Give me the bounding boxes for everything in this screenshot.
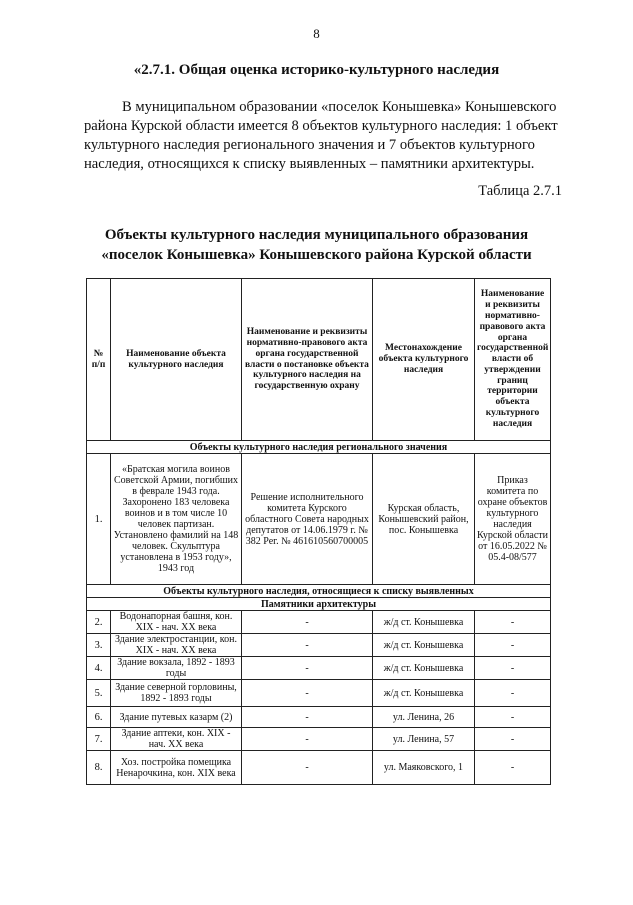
- header-number: № п/п: [87, 279, 111, 441]
- cell-location: ж/д ст. Конышевка: [373, 657, 475, 680]
- table-row: [87, 657, 551, 680]
- cell-location: ул. Маяковского, 1: [373, 751, 475, 785]
- cell-protection-act: -: [242, 611, 373, 634]
- cell-boundaries-act: -: [475, 611, 551, 634]
- heritage-table: [86, 278, 551, 785]
- intro-line: В муниципальном образовании «поселок Конышевка» Конышевского: [122, 99, 557, 115]
- cell-location: ж/д ст. Конышевка: [373, 680, 475, 707]
- cell-protection-act: -: [242, 751, 373, 785]
- table-row: [87, 728, 551, 751]
- intro-line: культурного наследия регионального значения и 7 объектов культурного: [84, 137, 535, 153]
- table-header-row: [87, 279, 551, 441]
- table-caption: Таблица 2.7.1: [478, 183, 562, 199]
- section-identified: Объекты культурного наследия, относящиеся к списку выявленных: [87, 585, 551, 598]
- cell-boundaries-act: -: [475, 728, 551, 751]
- cell-protection-act: -: [242, 634, 373, 657]
- cell-object-name: Здание вокзала, 1892 - 1893 годы: [111, 657, 242, 680]
- header-object-name: Наименование объекта культурного наследия: [111, 279, 242, 441]
- intro-line: района Курской области имеется 8 объектов культурного наследия: 1 объект: [84, 118, 558, 134]
- cell-number: 4.: [87, 657, 111, 680]
- cell-protection-act: -: [242, 680, 373, 707]
- cell-protection-act: -: [242, 657, 373, 680]
- table-row: [87, 611, 551, 634]
- cell-object-name: «Братская могила воинов Советской Армии, погибших в феврале 1943 года. Захоронено 183 человека воинов и в том числе 10 человек партизан. Установлено фамилий на 148 человек. Скульптура установлена в 1953 году», 1943 год: [111, 454, 242, 585]
- cell-object-name: Здание путевых казарм (2): [111, 707, 242, 728]
- section-row: [87, 585, 551, 598]
- cell-protection-act: Решение исполнительного комитета Курского областного Совета народных депутатов от 14.06.1979 г. № 382 Рег. № 461610560700005: [242, 454, 373, 585]
- header-boundaries-act: Наименование и реквизиты нормативно-правового акта органа государственной власти об утверждении границ территории объекта культурного наследия: [475, 279, 551, 441]
- cell-object-name: Водонапорная башня, кон. XIX - нач. XX века: [111, 611, 242, 634]
- intro-line: наследия, относящихся к списку выявленных – памятники архитектуры.: [84, 156, 535, 172]
- cell-boundaries-act: -: [475, 634, 551, 657]
- section-row: [87, 598, 551, 611]
- section-title: «2.7.1. Общая оценка историко-культурного наследия: [133, 62, 500, 78]
- header-protection-act: Наименование и реквизиты нормативно-правового акта органа государственной власти о постановке объекта культурного наследия на государственную охрану: [242, 279, 373, 441]
- header-location: Местонахождение объекта культурного наследия: [373, 279, 475, 441]
- cell-boundaries-act: -: [475, 751, 551, 785]
- cell-boundaries-act: -: [475, 657, 551, 680]
- cell-protection-act: -: [242, 707, 373, 728]
- subsection-architecture: Памятники архитектуры: [87, 598, 551, 611]
- table-row: [87, 454, 551, 585]
- table-row: [87, 634, 551, 657]
- section-regional: Объекты культурного наследия регионального значения: [87, 441, 551, 454]
- cell-object-name: Здание северной горловины, 1892 - 1893 годы: [111, 680, 242, 707]
- cell-number: 8.: [87, 751, 111, 785]
- cell-number: 6.: [87, 707, 111, 728]
- cell-object-name: Здание электростанции, кон. XIX - нач. XX века: [111, 634, 242, 657]
- intro-paragraph: [84, 98, 558, 174]
- table-heading-line: Объекты культурного наследия муниципального образования: [104, 227, 529, 243]
- cell-location: ул. Ленина, 26: [373, 707, 475, 728]
- section-row: [87, 441, 551, 454]
- cell-number: 5.: [87, 680, 111, 707]
- cell-location: Курская область, Конышевский район, пос. Конышевка: [373, 454, 475, 585]
- cell-location: ж/д ст. Конышевка: [373, 634, 475, 657]
- cell-number: 1.: [87, 454, 111, 585]
- cell-boundaries-act: -: [475, 707, 551, 728]
- cell-number: 2.: [87, 611, 111, 634]
- cell-protection-act: -: [242, 728, 373, 751]
- cell-number: 7.: [87, 728, 111, 751]
- cell-number: 3.: [87, 634, 111, 657]
- page-number: 8: [313, 26, 320, 41]
- cell-boundaries-act: -: [475, 680, 551, 707]
- cell-object-name: Здание аптеки, кон. XIX - нач. XX века: [111, 728, 242, 751]
- cell-boundaries-act: Приказ комитета по охране объектов культурного наследия Курской области от 16.05.2022 № 05.4-08/577: [475, 454, 551, 585]
- table-heading-line: «поселок Конышевка» Конышевского района Курской области: [101, 247, 532, 263]
- table-row: [87, 751, 551, 785]
- cell-object-name: Хоз. постройка помещика Ненарочкина, кон. XIX века: [111, 751, 242, 785]
- table-row: [87, 680, 551, 707]
- table-row: [87, 707, 551, 728]
- cell-location: ул. Ленина, 57: [373, 728, 475, 751]
- cell-location: ж/д ст. Конышевка: [373, 611, 475, 634]
- table-heading: [0, 225, 633, 265]
